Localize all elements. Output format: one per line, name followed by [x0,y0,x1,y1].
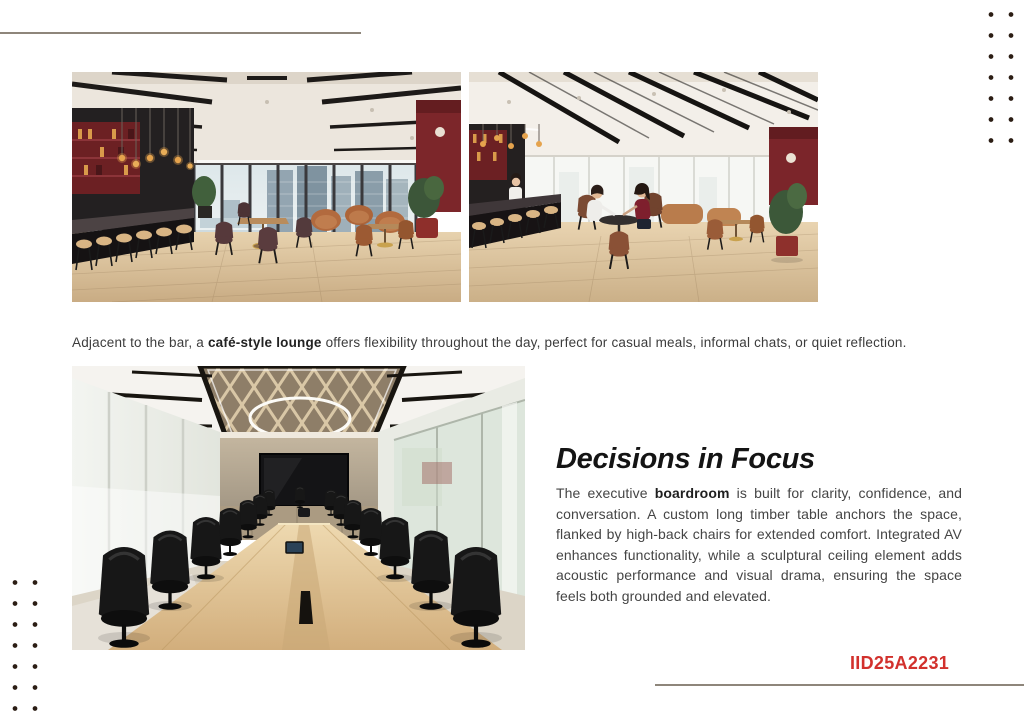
caption-bold: café-style lounge [207,334,322,350]
boardroom-illustration [72,366,525,650]
caption-prefix: Adjacent to the bar, a [72,334,208,350]
top-left-rule [0,32,361,34]
body-bold: boardroom [654,485,730,501]
dot-grid-bottom-left [5,572,47,720]
body-suffix: is built for clarity, confidence, and conversation. A custom long timber table anchors the space, flanked by high-back chairs for extended comfort. Integrated AV enhances functionality, while a sculptural ceiling element adds acoustic performance and visual drama, ensuring the space feels both grounded and elevated. [556,485,962,604]
cafe-lounge-bar-photo [72,72,461,302]
section-heading: Decisions in Focus [556,443,815,476]
cafe-lounge-bar-illustration [72,72,461,302]
boardroom-description [556,483,962,607]
body-prefix: The executive [556,485,655,501]
project-code: IID25A2231 [850,653,950,673]
dot-grid-top-right [981,4,1023,152]
cafe-lounge-seating-illustration [469,72,818,302]
bottom-right-rule [655,684,1024,686]
caption-suffix: offers flexibility throughout the day, perfect for casual meals, informal chats, or quiet reflection. [321,334,907,350]
cafe-lounge-seating-photo [469,72,818,302]
boardroom-photo [72,366,525,650]
lounge-caption [72,335,972,350]
